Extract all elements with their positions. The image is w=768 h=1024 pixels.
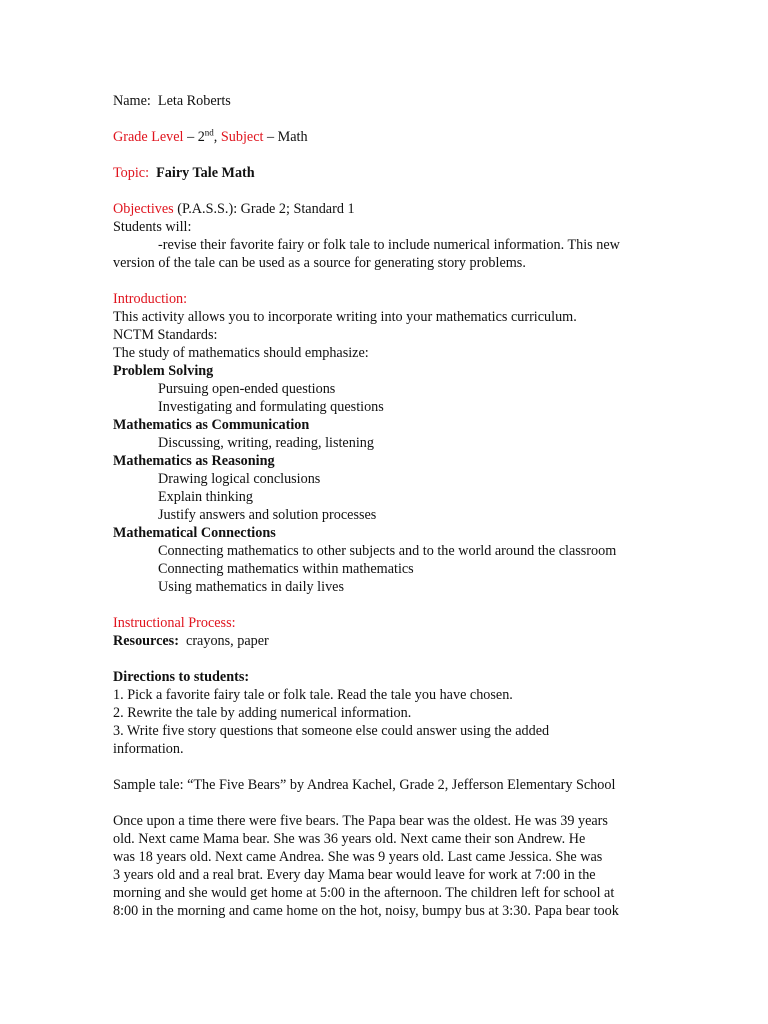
objective-item-line1: -revise their favorite fairy or folk tale to include numerical information. This new [158,237,620,253]
grade-level-value: – 2 [187,129,205,145]
section-heading: Mathematical Connections [113,525,276,541]
topic-line [113,164,673,182]
sample-tale-line: morning and she would get home at 5:00 in the afternoon. The children left for school at [113,885,615,901]
objective-item-line2: version of the tale can be used as a source for generating story problems. [113,255,526,271]
topic-value: Fairy Tale Math [156,165,255,181]
section-item: Connecting mathematics to other subjects and to the world around the classroom [158,543,617,559]
name-line [113,92,673,110]
section-item: Drawing logical conclusions [158,471,321,487]
instructional-process-label: Instructional Process: [113,615,236,631]
grade-subject-line: Grade Level – 2nd, Subject – Math [113,127,308,145]
direction-step: 3. Write five story questions that someone else could answer using the added [113,723,550,739]
grade-level-suffix: nd [204,127,214,138]
objectives-pass: (P.A.S.S.): Grade 2; Standard 1 [177,201,355,217]
sample-tale-line: 8:00 in the morning and came home on the hot, noisy, bumpy bus at 3:30. Papa bear took [113,903,619,919]
direction-step: 1. Pick a favorite fairy tale or folk tale. Read the tale you have chosen. [113,687,513,703]
section-item: Investigating and formulating questions [158,399,384,415]
sample-tale-line: was 18 years old. Next came Andrea. She was 9 years old. Last came Jessica. She was [113,849,603,865]
section-item: Justify answers and solution processes [158,507,377,523]
resources-value: crayons, paper [186,633,269,649]
section-item: Discussing, writing, reading, listening [158,435,374,451]
direction-step: 2. Rewrite the tale by adding numerical information. [113,705,412,721]
section-heading: Problem Solving [113,363,214,379]
lesson-plan-document [113,92,673,920]
grade-level-label: Grade Level [113,129,184,145]
objectives-label: Objectives [113,201,174,217]
introduction-text: This activity allows you to incorporate writing into your mathematics curriculum. [113,309,577,325]
section-item: Pursuing open-ended questions [158,381,336,397]
section-heading: Mathematics as Communication [113,417,310,433]
subject-value: – Math [267,129,308,145]
resources-line [113,632,673,650]
name-label: Name: [113,93,151,109]
objectives-line [113,200,673,218]
section-item: Using mathematics in daily lives [158,579,344,595]
section-heading: Mathematics as Reasoning [113,453,275,469]
students-will: Students will: [113,219,192,235]
nctm-standards: NCTM Standards: [113,327,218,343]
sample-tale-line: 3 years old and a real brat. Every day Mama bear would leave for work at 7:00 in the [113,867,596,883]
introduction-label: Introduction: [113,291,188,307]
study-emphasize: The study of mathematics should emphasize: [113,345,369,361]
sample-tale-intro: Sample tale: “The Five Bears” by Andrea Kachel, Grade 2, Jefferson Elementary School [113,777,616,793]
section-item: Explain thinking [158,489,253,505]
topic-label: Topic: [113,165,150,181]
directions-label: Directions to students: [113,669,250,685]
name-value: Leta Roberts [157,93,231,109]
resources-label: Resources: [113,633,179,649]
sample-tale-line: Once upon a time there were five bears. The Papa bear was the oldest. He was 39 years [113,813,608,829]
direction-step-continued: information. [113,741,184,757]
subject-label: Subject [220,129,264,145]
section-item: Connecting mathematics within mathematics [158,561,414,577]
sample-tale-line: old. Next came Mama bear. She was 36 years old. Next came their son Andrew. He [113,831,586,847]
